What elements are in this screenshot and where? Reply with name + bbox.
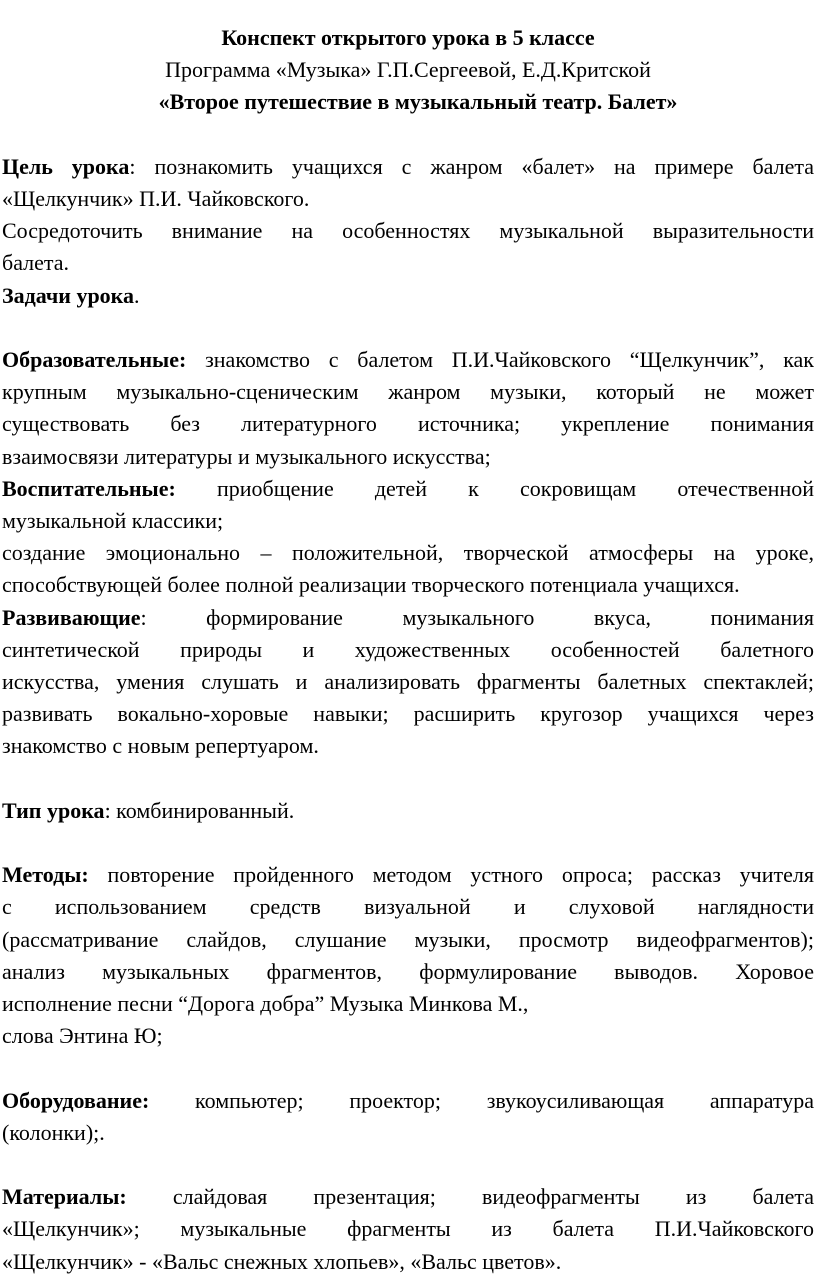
developing-line-4: развивать вокально-хоровые навыки; расширить кругозор учащихся через <box>2 701 814 727</box>
upbringing-label: Воспитательные: <box>2 475 176 501</box>
spacer <box>2 763 814 795</box>
developing-line-3: искусства, умения слушать и анализировать фрагменты балетных спектаклей; <box>2 669 814 695</box>
educational-label: Образовательные: <box>2 347 187 372</box>
document-title: Конспект открытого урока в 5 классе <box>221 25 595 50</box>
equipment-line-1 <box>2 1085 814 1117</box>
equipment-section <box>2 1085 814 1149</box>
goal-line-1 <box>2 151 814 183</box>
methods-line-5: исполнение песни “Дорога добра” Музыка Минкова М., <box>2 991 529 1017</box>
spacer <box>2 1149 814 1181</box>
methods-text-1: повторение пройденного методом устного опроса; рассказ учителя <box>88 862 814 888</box>
tasks-suffix: . <box>134 282 140 308</box>
educational-line-4: взаимосвязи литературы и музыкального искусства; <box>2 443 491 469</box>
tasks-heading <box>2 280 814 312</box>
upbringing-line-4: способствующей более полной реализации творческого потенциала учащихся. <box>2 572 740 598</box>
lesson-subtitle: «Второе путешествие в музыкальный театр. Балет» <box>158 89 678 115</box>
methods-label: Методы: <box>2 862 89 888</box>
goal-section <box>2 151 814 280</box>
developing-line-5: знакомство с новым репертуаром. <box>2 733 319 759</box>
developing-text-1: : формирование музыкального вкуса, понимания <box>140 604 814 630</box>
methods-line-3: (рассматривание слайдов, слушание музыки, просмотр видеофрагментов); <box>2 926 814 952</box>
goal-label: Цель урока <box>2 153 130 179</box>
upbringing-line-1 <box>2 473 814 505</box>
methods-line-2: с использованием средств визуальной и слуховой наглядности <box>2 894 814 920</box>
tasks-label: Задачи урока <box>2 282 135 308</box>
document-page <box>0 22 816 1278</box>
developing-section <box>2 602 814 763</box>
developing-line-1 <box>2 602 814 634</box>
upbringing-section <box>2 473 814 602</box>
methods-line-6: слова Энтина Ю; <box>2 1023 163 1049</box>
educational-line-2: крупным музыкально-сценическим жанром музыки, который не может <box>2 379 814 405</box>
upbringing-line-2: музыкальной классики; <box>2 508 224 534</box>
lesson-type <box>2 795 814 827</box>
equipment-line-2: (колонки);. <box>2 1119 105 1145</box>
materials-line-1 <box>2 1181 814 1213</box>
goal-line-2: «Щелкунчик» П.И. Чайковского. <box>2 186 310 211</box>
spacer <box>2 119 814 151</box>
educational-text-1: знакомство с балетом П.И.Чайковского “Щелкунчик”, как <box>186 347 814 372</box>
goal-line-3: Сосредоточить внимание на особенностях музыкальной выразительности <box>2 218 814 244</box>
program-line: Программа «Музыка» Г.П.Сергеевой, Е.Д.Критской <box>165 57 651 83</box>
goal-line-4: балета. <box>2 250 70 276</box>
upbringing-line-3: создание эмоционально – положительной, творческой атмосферы на уроке, <box>2 540 814 566</box>
spacer <box>2 827 814 859</box>
materials-line-3: «Щелкунчик» - «Вальс снежных хлопьев», «Вальс цветов». <box>2 1248 562 1274</box>
materials-text-1: слайдовая презентация; видеофрагменты из балета <box>126 1184 814 1210</box>
materials-label: Материалы: <box>2 1184 127 1210</box>
developing-label: Развивающие <box>2 604 141 630</box>
educational-line-3: существовать без литературного источника; укрепление понимания <box>2 411 814 437</box>
methods-line-1 <box>2 859 814 891</box>
lesson-type-value: : комбинированный. <box>104 797 295 823</box>
equipment-label: Оборудование: <box>2 1087 150 1113</box>
spacer <box>2 312 814 344</box>
goal-text-1: : познакомить учащихся с жанром «балет» на примере балета <box>129 153 814 179</box>
lesson-type-label: Тип урока <box>2 797 105 823</box>
developing-line-2: синтетической природы и художественных особенностей балетного <box>2 636 814 662</box>
materials-line-2: «Щелкунчик»; музыкальные фрагменты из балета П.И.Чайковского <box>2 1216 814 1242</box>
educational-section <box>2 344 814 473</box>
educational-line-1 <box>2 344 814 376</box>
methods-section <box>2 859 814 1052</box>
upbringing-text-1: приобщение детей к сокровищам отечественной <box>175 475 814 501</box>
equipment-text-1: компьютер; проектор; звукоусиливающая аппаратура <box>149 1087 814 1113</box>
methods-line-4: анализ музыкальных фрагментов, формулирование выводов. Хоровое <box>2 958 814 984</box>
spacer <box>2 1052 814 1084</box>
materials-section <box>2 1181 814 1278</box>
